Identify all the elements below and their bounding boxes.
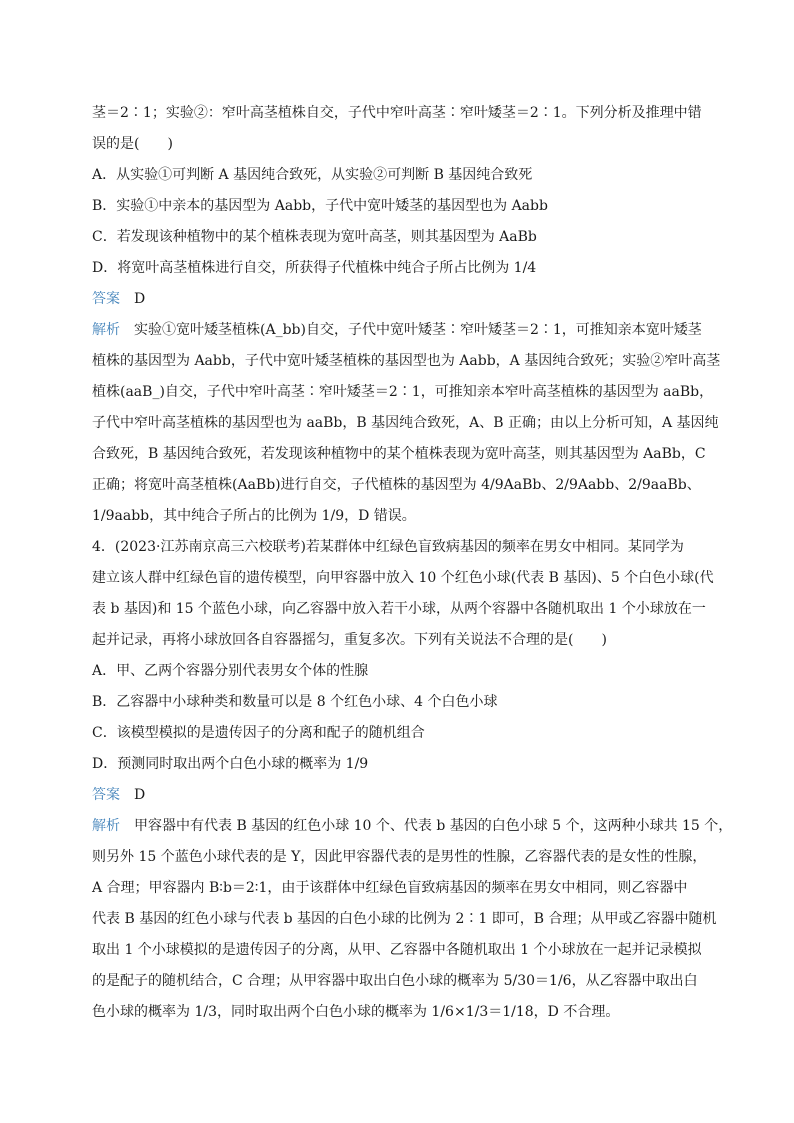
stem-line: 起并记录，再将小球放回各自容器摇匀，重复多次。下列有关说法不合理的是( ) bbox=[92, 632, 607, 648]
analysis-line: 解析 甲容器中有代表 B 基因的红色小球 10 个、代表 b 基因的白色小球 5 个，这两种小球共 15 个， bbox=[92, 818, 733, 834]
analysis-label: 解析 bbox=[92, 322, 120, 338]
stem-line: 4．(2023·江苏南京高三六校联考)若某群体中红绿色盲致病基因的频率在男女中相同。某同学为 bbox=[92, 539, 684, 555]
option-b: B．实验①中亲本的基因型为 Aabb，子代中宽叶矮茎的基因型也为 Aabb bbox=[92, 198, 548, 214]
analysis-line: A 合理；甲容器内 B∶b＝2∶1，由于该群体中红绿色盲致病基因的频率在男女中相同，则乙容器中 bbox=[92, 880, 688, 896]
analysis-line: 取出 1 个小球模拟的是遗传因子的分离，从甲、乙容器中各随机取出 1 个小球放在一起并记录模拟 bbox=[92, 942, 702, 958]
analysis-line: 1/9aabb，其中纯合子所占的比例为 1/9，D 错误。 bbox=[92, 508, 416, 524]
analysis-line: 的是配子的随机结合，C 合理；从甲容器中取出白色小球的概率为 5/30＝1/6，从乙容器中取出白 bbox=[92, 973, 698, 989]
analysis-line: 色小球的概率为 1/3，同时取出两个白色小球的概率为 1/6×1/3＝1/18，D 不合理。 bbox=[92, 1004, 620, 1020]
option-a: A．从实验①可判断 A 基因纯合致死，从实验②可判断 B 基因纯合致死 bbox=[92, 167, 533, 183]
question-4-options bbox=[92, 656, 708, 780]
answer-value: D bbox=[134, 787, 146, 803]
question-3-answer bbox=[92, 284, 708, 315]
answer-value: D bbox=[134, 291, 146, 307]
analysis-line: 合致死，B 基因纯合致死，若发现该种植物中的某个植株表现为宽叶高茎，则其基因型为 AaBb，C bbox=[92, 446, 706, 462]
analysis-line: 解析 实验①宽叶矮茎植株(A_bb)自交，子代中宽叶矮茎∶窄叶矮茎＝2∶1，可推知亲本宽叶矮茎 bbox=[92, 322, 702, 338]
stem-line: 建立该人群中红绿色盲的遗传模型，向甲容器中放入 10 个红色小球(代表 B 基因)、5 个白色小球(代 bbox=[92, 570, 714, 586]
option-c: C．该模型模拟的是遗传因子的分离和配子的随机组合 bbox=[92, 725, 425, 741]
analysis-label: 解析 bbox=[92, 818, 120, 834]
answer-label: 答案 bbox=[92, 291, 120, 307]
stem-line: 茎＝2∶1；实验②：窄叶高茎植株自交，子代中窄叶高茎∶窄叶矮茎＝2∶1。下列分析及推理中错 bbox=[92, 105, 702, 121]
stem-line: 表 b 基因)和 15 个蓝色小球，向乙容器中放入若干小球，从两个容器中各随机取出 1 个小球放在一 bbox=[92, 601, 706, 617]
answer-label: 答案 bbox=[92, 787, 120, 803]
question-4-analysis bbox=[92, 811, 733, 1028]
analysis-line: 则另外 15 个蓝色小球代表的是 Y，因此甲容器代表的是男性的性腺，乙容器代表的是女性的性腺， bbox=[92, 849, 707, 865]
analysis-line: 代表 B 基因的红色小球与代表 b 基因的白色小球的比例为 2∶1 即可，B 合理；从甲或乙容器中随机 bbox=[92, 911, 717, 927]
option-a: A．甲、乙两个容器分别代表男女个体的性腺 bbox=[92, 663, 369, 679]
question-4-answer bbox=[92, 780, 708, 811]
option-d: D．预测同时取出两个白色小球的概率为 1/9 bbox=[92, 756, 369, 772]
question-3-stem bbox=[92, 98, 708, 160]
analysis-line: 正确；将宽叶高茎植株(AaBb)进行自交，子代植株的基因型为 4/9AaBb、2/9Aabb、2/9aaBb、 bbox=[92, 477, 701, 493]
option-c: C．若发现该种植物中的某个植株表现为宽叶高茎，则其基因型为 AaBb bbox=[92, 229, 537, 245]
analysis-line: 植株(aaB_)自交，子代中窄叶高茎∶窄叶矮茎＝2∶1，可推知亲本窄叶高茎植株的基因型为 aaBb， bbox=[92, 384, 714, 400]
question-3-analysis bbox=[92, 315, 721, 532]
stem-line: 误的是( ) bbox=[92, 136, 173, 152]
option-b: B．乙容器中小球种类和数量可以是 8 个红色小球、4 个白色小球 bbox=[92, 694, 498, 710]
analysis-line: 植株的基因型为 Aabb，子代中宽叶矮茎植株的基因型也为 Aabb，A 基因纯合致死；实验②窄叶高茎 bbox=[92, 353, 721, 369]
question-3-options bbox=[92, 160, 708, 284]
analysis-line: 子代中窄叶高茎植株的基因型也为 aaBb，B 基因纯合致死，A、B 正确；由以上分析可知，A 基因纯 bbox=[92, 415, 719, 431]
option-d: D．将宽叶高茎植株进行自交，所获得子代植株中纯合子所占比例为 1/4 bbox=[92, 260, 537, 276]
question-4-stem bbox=[92, 532, 714, 656]
